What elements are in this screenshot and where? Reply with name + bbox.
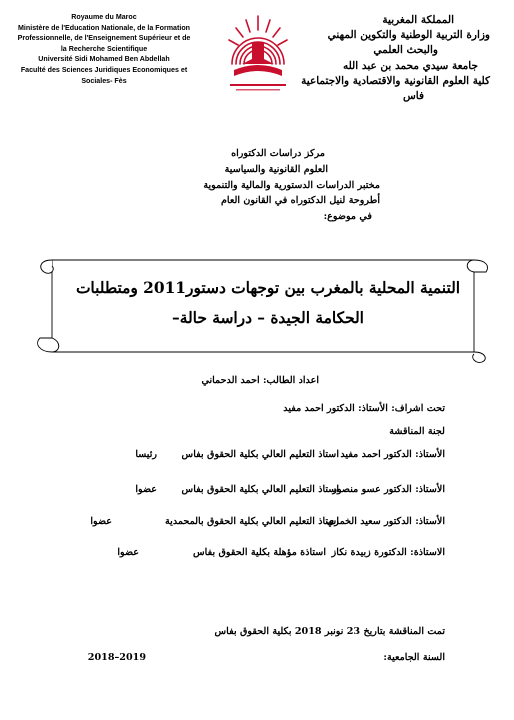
academic-year-value: 2018–2019 — [87, 652, 146, 663]
member-title: الأستاذ: الدكتور احمد مفيد — [340, 449, 445, 460]
header-fr-line: Faculté des Sciences Juridiques Economiques et — [20, 65, 188, 74]
laboratory-line: مختبر الدراسات الدستورية والمالية والتنموية — [203, 179, 380, 191]
supervisor-line: تحت اشراف: الأستاذ: الدكتور احمد مفيد — [283, 403, 445, 414]
member-title: الاستاذة: الدكتورة زبيدة نكاز — [331, 547, 445, 558]
member-title: الأستاذ: الدكتور عسو منصور — [332, 484, 445, 495]
header-ar-line: جامعة سيدي محمد بن عبد الله — [342, 59, 478, 72]
defense-date-line: تمت المناقشة بتاريخ 23 نونبر 2018 بكلية الحقوق بفاس — [214, 626, 445, 637]
thesis-title-line: الحكامة الجيدة – دراسة حالة– — [172, 309, 364, 327]
thesis-title-line: التنمية المحلية بالمغرب بين توجهات دستور2011 ومتطلبات — [75, 279, 461, 297]
header-fr-line: Royaume du Maroc — [71, 13, 137, 21]
header-fr-line: Université Sidi Mohamed Ben Abdellah — [38, 55, 170, 64]
subject-label: في موضوع: — [323, 211, 372, 223]
thesis-type-line: أطروحة لنيل الدكتوراه في القانون العام — [220, 195, 380, 207]
thesis-title — [58, 273, 478, 333]
header-fr-line: la Recherche Scientifique — [60, 44, 148, 53]
doctoral-field-line: العلوم القانونية والسياسية — [224, 163, 328, 175]
member-role: عضوا — [117, 547, 139, 558]
header-arabic — [280, 13, 490, 104]
academic-year-label: السنة الجامعية: — [383, 652, 445, 663]
member-position: استاذة مؤهلة بكلية الحقوق بفاس — [192, 547, 326, 558]
student-name: اعداد الطالب: احمد الدحماني — [201, 375, 319, 386]
member-title: الأستاذ: الدكتور سعيد الخمري — [326, 516, 445, 527]
doctoral-program-block — [150, 146, 380, 225]
committee-heading: لجنة المناقشة — [389, 426, 445, 437]
header-ar-line: كلية العلوم القانونية والاقتصادية والاجتماعية — [301, 74, 490, 87]
member-role: عضوا — [135, 484, 157, 495]
header-ar-line: وزارة التربية الوطنية والتكوين المهني — [327, 29, 490, 42]
header-fr-line: Ministère de l'Education Nationale, de la Formation — [18, 23, 190, 32]
header-fr-line: Professionnelle, de l'Enseignement Supérieur et de — [17, 34, 191, 43]
header-french — [14, 12, 194, 86]
doctoral-center-line: مركز دراسات الدكتوراه — [231, 148, 325, 159]
header-ar-line: والبحث العلمي — [373, 44, 438, 57]
member-role: رئيسا — [135, 449, 157, 460]
member-position: استاذ التعليم العالي بكلية الحقوق بالمحمدية — [165, 516, 339, 527]
member-role: عضوا — [90, 516, 112, 527]
header-ar-line: فاس — [402, 90, 424, 103]
member-position: استاذ التعليم العالي بكلية الحقوق بفاس — [181, 484, 339, 495]
member-position: استاذ التعليم العالي بكلية الحقوق بفاس — [181, 449, 339, 460]
header-ar-line: المملكة المغربية — [382, 14, 454, 26]
header-fr-line: Sociales- Fès — [81, 76, 127, 85]
